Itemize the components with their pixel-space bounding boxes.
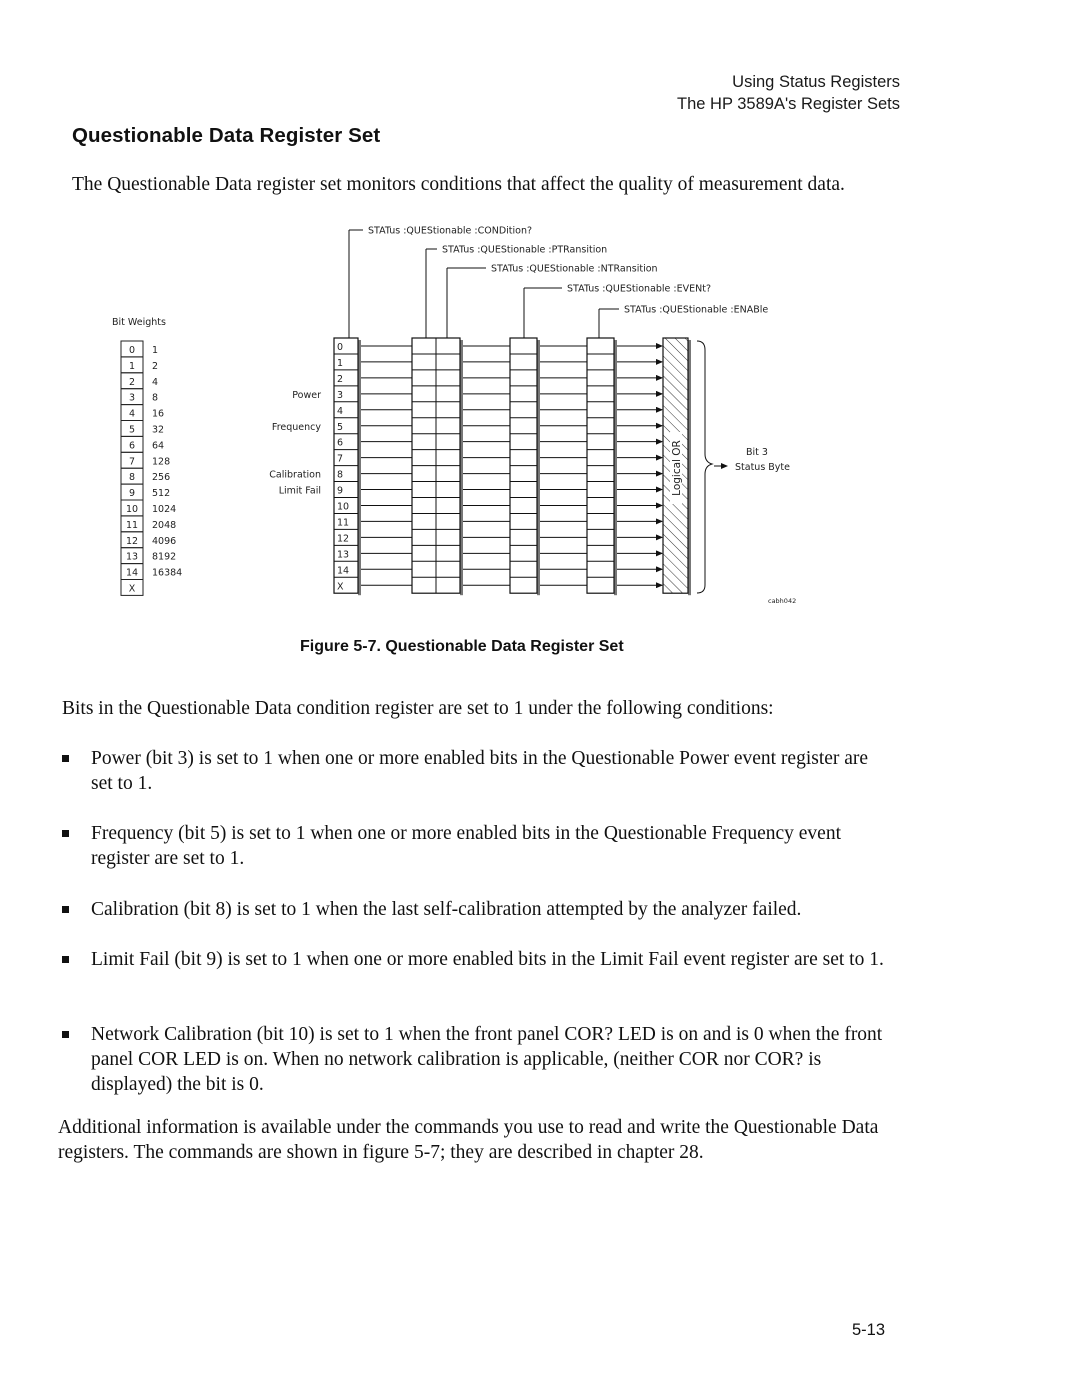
condition-bit-label: 5 <box>337 421 344 433</box>
bit-weight-value: 32 <box>152 424 165 436</box>
bit-weight-index: 3 <box>128 392 136 404</box>
bit-weight-index: 12 <box>125 535 139 547</box>
bit-weight-value: 8192 <box>152 551 177 563</box>
condition-bit-label: 7 <box>337 453 344 465</box>
bit-name-label: Limit Fail <box>278 485 321 497</box>
bit-weight-index: 5 <box>128 424 136 436</box>
bit-weight-value: 64 <box>152 440 165 452</box>
bit-weight-index: 11 <box>125 519 139 531</box>
bit-weight-index: 10 <box>125 504 139 515</box>
output-bit-label: Bit 3 <box>746 447 768 458</box>
register-set-diagram <box>0 0 1080 620</box>
bullet-power: Power (bit 3) is set to 1 when one or more enabled bits in the Questionable Power event register are set to 1. <box>62 746 892 796</box>
bit-weight-index: X <box>128 583 136 595</box>
running-header-section: The HP 3589A's Register Sets <box>677 95 900 113</box>
logical-or-label: Logical OR <box>671 440 683 496</box>
bit-weight-value: 256 <box>152 472 171 484</box>
bullet-limit-fail: Limit Fail (bit 9) is set to 1 when one or more enabled bits in the Limit Fail event register are set to 1. <box>62 947 892 972</box>
bit-weight-value: 4096 <box>152 535 177 547</box>
figure-id-code: cabh042 <box>768 597 797 605</box>
bit-weight-index: 0 <box>128 345 136 356</box>
command-label: STATus :QUEStionable :ENABle <box>624 304 769 316</box>
bit-weight-value: 128 <box>152 456 171 468</box>
bit-weight-value: 8 <box>152 392 159 404</box>
condition-bit-label: 1 <box>337 357 344 369</box>
condition-bit-label: 4 <box>337 405 344 417</box>
command-label: STATus :QUEStionable :CONDition? <box>368 225 533 237</box>
condition-bit-label: 2 <box>337 373 344 385</box>
bullet-marker <box>62 830 69 837</box>
bit-weight-value: 512 <box>152 488 171 500</box>
bit-weight-value: 16 <box>152 408 165 420</box>
closing-paragraph: Additional information is available under the commands you use to read and write the Questionable Data registers. The commands are shown in figure 5-7; they are described in chapter 28. <box>58 1117 879 1163</box>
bit-weight-index: 4 <box>128 408 136 420</box>
bullet-calibration: Calibration (bit 8) is set to 1 when the last self-calibration attempted by the analyzer failed. <box>62 897 892 922</box>
bit-weight-index: 1 <box>128 360 136 372</box>
bullet-marker <box>62 906 69 913</box>
condition-bit-label: 14 <box>337 565 350 577</box>
bit-weight-index: 2 <box>128 376 136 388</box>
bit-weights-label: Bit Weights <box>112 317 166 328</box>
condition-bit-label: 11 <box>337 517 350 529</box>
running-header-chapter: Using Status Registers <box>732 73 900 91</box>
bit-weight-index: 7 <box>128 456 136 468</box>
condition-bit-label: X <box>337 581 344 593</box>
figure-caption: Figure 5-7. Questionable Data Register Set <box>300 638 624 655</box>
bullet-network-calibration: Network Calibration (bit 10) is set to 1 when the front panel COR? LED is on and is 0 when the front panel COR LED is on. When no network calibration is applicable, (neither COR nor COR? is displayed) the bit is 0. <box>62 1022 892 1097</box>
bullet-marker <box>62 956 69 963</box>
intro-paragraph: The Questionable Data register set monitors conditions that affect the quality of measurement data. <box>72 174 845 195</box>
bit-weight-value: 1 <box>152 345 159 356</box>
bullet-marker <box>62 1031 69 1038</box>
condition-bit-label: 9 <box>337 485 344 497</box>
condition-bit-label: 12 <box>337 533 350 545</box>
summary-brace <box>697 341 712 593</box>
bit-weight-value: 4 <box>152 376 159 388</box>
condition-bit-label: 3 <box>337 389 344 401</box>
command-label: STATus :QUEStionable :PTRansition <box>442 244 608 256</box>
bit-weight-value: 16384 <box>152 567 183 579</box>
bit-weight-value: 2 <box>152 360 159 372</box>
condition-bit-label: 8 <box>337 469 344 481</box>
output-status-byte-label: Status Byte <box>735 462 791 473</box>
bit-weight-index: 6 <box>128 440 136 452</box>
command-label: STATus :QUEStionable :NTRansition <box>491 263 658 275</box>
condition-bit-label: 10 <box>337 501 350 513</box>
condition-bit-label: 0 <box>337 342 344 353</box>
bit-name-label: Frequency <box>271 421 321 433</box>
condition-bit-label: 13 <box>337 549 350 561</box>
page-number: 5-13 <box>852 1321 886 1339</box>
bullet-marker <box>62 755 69 762</box>
conditions-intro: Bits in the Questionable Data condition register are set to 1 under the following conditions: <box>62 698 774 719</box>
bit-weight-index: 8 <box>128 472 136 484</box>
condition-bit-label: 6 <box>337 437 344 449</box>
section-title: Questionable Data Register Set <box>72 124 381 147</box>
bit-name-label: Power <box>292 389 321 401</box>
bit-weight-index: 13 <box>125 551 139 563</box>
bit-weight-value: 1024 <box>152 504 177 515</box>
command-label: STATus :QUEStionable :EVENt? <box>567 283 712 295</box>
bullet-frequency: Frequency (bit 5) is set to 1 when one or more enabled bits in the Questionable Frequency event register are set to 1. <box>62 821 892 871</box>
bit-weight-index: 14 <box>125 567 139 579</box>
bit-weight-value: 2048 <box>152 519 177 531</box>
bit-weight-index: 9 <box>128 488 136 500</box>
bit-name-label: Calibration <box>269 469 321 481</box>
